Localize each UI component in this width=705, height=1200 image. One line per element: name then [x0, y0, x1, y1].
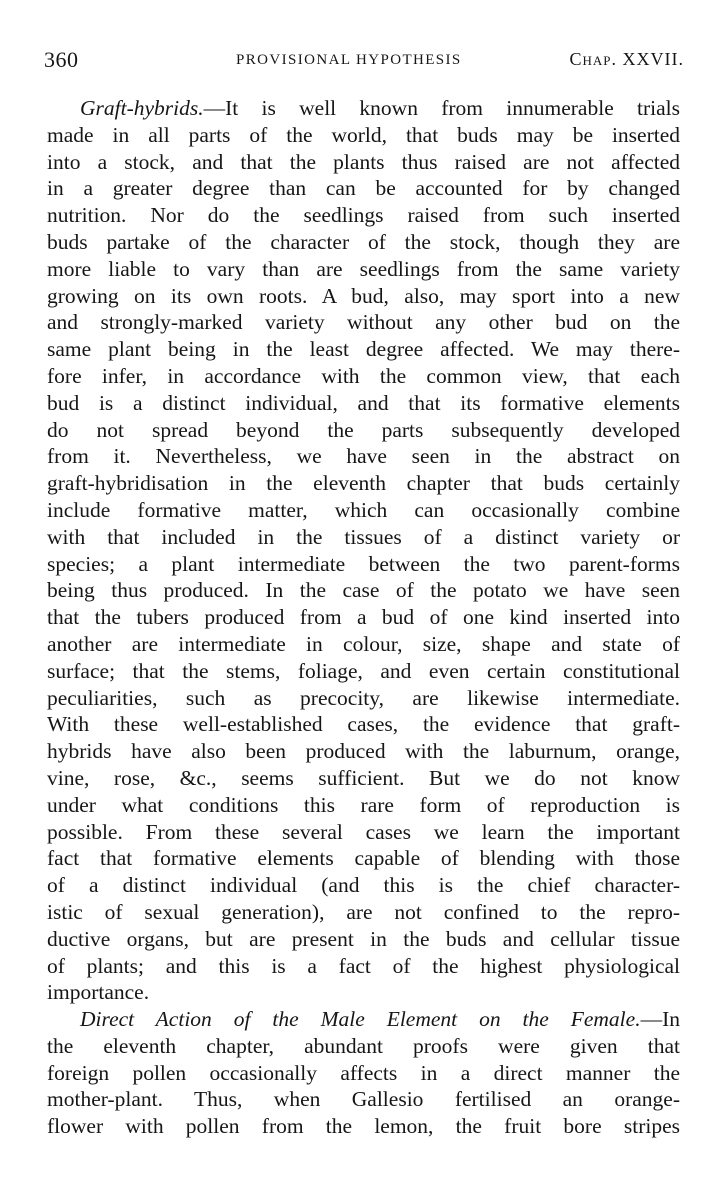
- text-line: buds partake of the character of the stock, though they are: [47, 229, 680, 254]
- text-line: do not spread beyond the parts subsequently developed: [47, 417, 680, 442]
- text-line: into a stock, and that the plants thus raised are not affected: [47, 149, 680, 174]
- text-line: With these well-established cases, the evidence that graft-: [47, 712, 680, 737]
- text-line: species; a plant intermediate between the two parent-forms: [47, 551, 680, 576]
- text-line: of a distinct individual (and this is the chief character-: [47, 873, 680, 898]
- line-text: —It is well known from innumerable trials: [203, 96, 680, 120]
- text-line: importance.: [47, 980, 150, 1005]
- text-line: more liable to vary than are seedlings from the same variety: [47, 256, 680, 281]
- text-line: fore infer, in accordance with the common view, that each: [47, 363, 680, 388]
- line-text: —In: [640, 1007, 680, 1032]
- text-line: that the tubers produced from a bud of one kind inserted into: [47, 605, 680, 630]
- text-line: from it. Nevertheless, we have seen in the abstract on: [47, 444, 680, 469]
- text-line: growing on its own roots. A bud, also, may sport into a new: [47, 283, 680, 308]
- chapter-label: Chap. XXVII.: [569, 49, 684, 69]
- text-line: the eleventh chapter, abundant proofs were given that: [47, 1033, 680, 1058]
- text-line: of plants; and this is a fact of the highest physiological: [47, 953, 680, 978]
- text-line: made in all parts of the world, that buds may be inserted: [47, 122, 680, 147]
- text-line: mother-plant. Thus, when Gallesio fertilised an orange-: [47, 1087, 680, 1112]
- paragraph-heading: Direct Action of the Male Element on the Female.: [80, 1007, 641, 1032]
- running-title: PROVISIONAL HYPOTHESIS: [236, 52, 462, 68]
- text-line: [47, 1006, 680, 1033]
- text-line: vine, rose, &c., seems sufficient. But we do not know: [47, 765, 680, 790]
- text-line: in a greater degree than can be accounted for by changed: [47, 176, 680, 201]
- text-line: foreign pollen occasionally affects in a direct manner the: [47, 1060, 680, 1085]
- text-line: possible. From these several cases we learn the important: [47, 819, 680, 844]
- paragraph: [47, 95, 680, 1006]
- text-line: istic of sexual generation), are not confined to the repro-: [47, 899, 680, 924]
- page-number: 360: [44, 47, 79, 72]
- text-line: being thus produced. In the case of the potato we have seen: [47, 578, 680, 603]
- text-line: hybrids have also been produced with the laburnum, orange,: [47, 739, 680, 764]
- paragraph: [47, 1006, 680, 1140]
- text-line: with that included in the tissues of a distinct variety or: [47, 524, 680, 549]
- text-line: flower with pollen from the lemon, the fruit bore stripes: [47, 1114, 680, 1139]
- body-text: [47, 95, 680, 1140]
- text-line: under what conditions this rare form of reproduction is: [47, 792, 680, 817]
- text-line: and strongly-marked variety without any other bud on the: [47, 310, 680, 335]
- text-line: fact that formative elements capable of blending with those: [47, 846, 680, 871]
- text-line: surface; that the stems, foliage, and even certain constitutional: [47, 658, 680, 683]
- text-line: same plant being in the least degree affected. We may there-: [47, 337, 680, 362]
- paragraph-heading: Graft-hybrids.: [80, 96, 204, 120]
- text-line: [47, 95, 680, 122]
- text-line: bud is a distinct individual, and that its formative elements: [47, 390, 680, 415]
- text-line: include formative matter, which can occasionally combine: [47, 497, 680, 522]
- text-line: another are intermediate in colour, size, shape and state of: [47, 631, 680, 656]
- text-line: peculiarities, such as precocity, are likewise intermediate.: [47, 685, 680, 710]
- text-line: ductive organs, but are present in the buds and cellular tissue: [47, 926, 680, 951]
- page-header: [44, 47, 684, 77]
- text-line: nutrition. Nor do the seedlings raised from such inserted: [47, 203, 680, 228]
- text-line: graft-hybridisation in the eleventh chapter that buds certainly: [47, 471, 680, 496]
